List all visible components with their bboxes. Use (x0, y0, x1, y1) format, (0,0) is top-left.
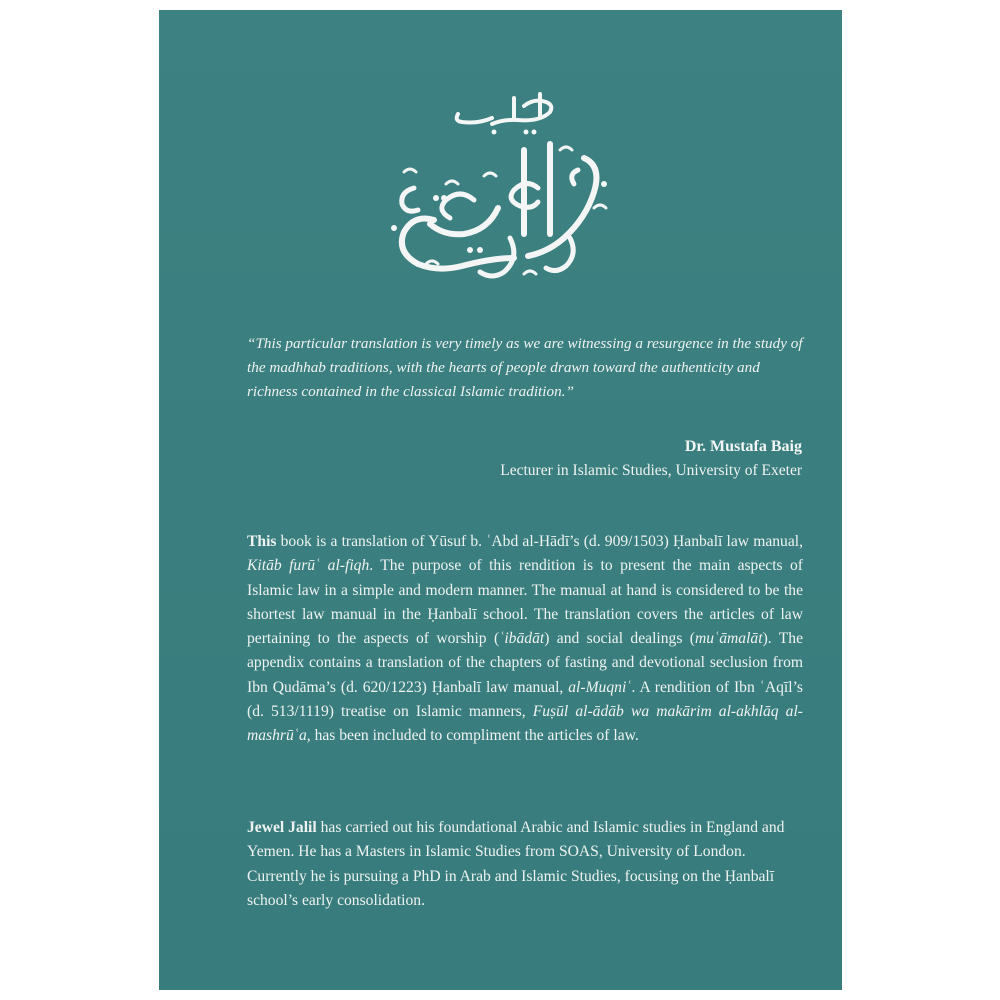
description-text-1: book is a translation of Yūsuf b. ʿAbd al-Hādī’s (d. 909/1503) Ḥanbalī law manual, (276, 533, 803, 550)
description-text-2: . The purpose of this rendition is to present the main aspects of Islamic law in a simple and modern manner. The manual at hand is considered to be the shortest law manual in the Ḥanbalī school. The translation covers the articles of law pertaining to the aspects of worship ( (247, 557, 803, 648)
description-text-4: ). The appendix contains a translation of the chapters of fasting and devotional seclusion from Ibn Qudāma’s (d. 620/1223) Ḥanbalī law manual, (247, 630, 803, 696)
author-bio-text: has carried out his foundational Arabic and Islamic studies in England and Yemen. He has a Masters in Islamic Studies from SOAS, University of London. Currently he is pursuing a PhD in Arab and Islamic Studies, focusing on the Ḥanbalī school’s early consolidation. (247, 819, 785, 909)
description-italic-2: ʿibādāt (499, 630, 545, 648)
endorsement-quote: “This particular translation is very timely as we are witnessing a resurgence in the study of the madhhab traditions, with the hearts of people drawn toward the authenticity and richness contained in the classical Islamic tradition.” (247, 335, 803, 400)
back-cover (159, 10, 842, 990)
title-calligraphy (374, 88, 629, 288)
endorser-name: Dr. Mustafa Baig (684, 438, 802, 455)
description-text-6: , has been included to compliment the articles of law. (306, 727, 639, 745)
description-text-3: ) and social dealings ( (544, 630, 695, 648)
book-description (247, 530, 803, 749)
endorser-role: Lecturer in Islamic Studies, University of Exeter (500, 462, 802, 479)
author-bio (247, 816, 803, 913)
description-italic-5: Fuṣūl al-ādāb wa makārim al-akhlāq al-mashrūʿa (247, 703, 803, 745)
description-lead: This (247, 533, 277, 550)
arabic-title-calligraphy-image (374, 88, 629, 288)
author-name: Jewel Jalil (247, 819, 317, 836)
description-text-5: . A rendition of Ibn ʿAqīl’s (d. 513/1119) treatise on Islamic manners, (247, 678, 804, 721)
description-italic-3: muʿāmalāt (694, 630, 763, 648)
description-italic-4: al-Muqniʿ (568, 678, 632, 696)
description-italic-1: Kitāb furūʿ al-fiqh (247, 557, 370, 575)
